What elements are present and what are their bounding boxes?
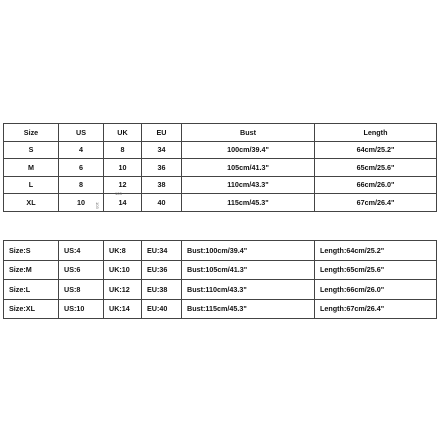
cell-uk: UK:10: [104, 260, 142, 280]
cell-size: Size:S: [4, 241, 59, 261]
cell-us: US:6: [59, 260, 104, 280]
cell-bust: 110cm/43.3": [182, 176, 315, 194]
cell-eu: 36: [142, 159, 182, 177]
cell-uk: 10: [104, 159, 142, 177]
cell-eu: 38: [142, 176, 182, 194]
header-us: US: [59, 124, 104, 142]
cell-us: 8: [59, 176, 104, 194]
size-chart-table-labeled: [3, 240, 437, 319]
cell-us: US:8: [59, 280, 104, 300]
cell-length: Length:65cm/25.6": [315, 260, 437, 280]
cell-us: US:10: [59, 299, 104, 319]
cell-size: Size:XL: [4, 299, 59, 319]
table-row: [4, 299, 437, 319]
cell-size: Size:L: [4, 280, 59, 300]
cell-size: S: [4, 141, 59, 159]
cell-eu: EU:34: [142, 241, 182, 261]
cell-bust: Bust:115cm/45.3": [182, 299, 315, 319]
table-row: [4, 241, 437, 261]
cell-bust: 115cm/45.3": [182, 194, 315, 212]
header-bust: Bust: [182, 124, 315, 142]
cell-size: M: [4, 159, 59, 177]
cell-length: 64cm/25.2": [315, 141, 437, 159]
cell-us: 6: [59, 159, 104, 177]
cell-size: L: [4, 176, 59, 194]
table-row: [4, 176, 437, 194]
cell-us: 10: [59, 194, 104, 212]
uk-mark-top: 103: [115, 191, 122, 196]
table-row: [4, 280, 437, 300]
cell-uk: UK:12: [104, 280, 142, 300]
table-row: [4, 260, 437, 280]
cell-length: 67cm/26.4": [315, 194, 437, 212]
cell-uk: UK:14: [104, 299, 142, 319]
table-row: [4, 159, 437, 177]
cell-bust: Bust:110cm/43.3": [182, 280, 315, 300]
table-row: [4, 194, 437, 212]
cell-uk: 12: [104, 176, 142, 194]
cell-length: 66cm/26.0": [315, 176, 437, 194]
cell-eu: 40: [142, 194, 182, 212]
size-chart-header-row: [4, 124, 437, 142]
cell-uk: 8: [104, 141, 142, 159]
cell-eu: EU:40: [142, 299, 182, 319]
cell-uk: UK:8: [104, 241, 142, 261]
header-uk: UK: [104, 124, 142, 142]
cell-length: 65cm/25.6": [315, 159, 437, 177]
cell-bust: Bust:100cm/39.4": [182, 241, 315, 261]
cell-length: Length:67cm/26.4": [315, 299, 437, 319]
cell-length: Length:66cm/26.0": [315, 280, 437, 300]
header-eu: EU: [142, 124, 182, 142]
uk-mark-side: 103: [95, 202, 100, 209]
header-length: Length: [315, 124, 437, 142]
cell-size: Size:M: [4, 260, 59, 280]
table-row: [4, 141, 437, 159]
cell-eu: EU:36: [142, 260, 182, 280]
cell-bust: 105cm/41.3": [182, 159, 315, 177]
cell-uk: 14: [104, 194, 142, 212]
cell-bust: Bust:105cm/41.3": [182, 260, 315, 280]
cell-us: US:4: [59, 241, 104, 261]
cell-bust: 100cm/39.4": [182, 141, 315, 159]
size-chart-table: [3, 123, 437, 212]
header-size: Size: [4, 124, 59, 142]
cell-length: Length:64cm/25.2": [315, 241, 437, 261]
cell-size: XL: [4, 194, 59, 212]
cell-eu: EU:38: [142, 280, 182, 300]
cell-us: 4: [59, 141, 104, 159]
cell-eu: 34: [142, 141, 182, 159]
